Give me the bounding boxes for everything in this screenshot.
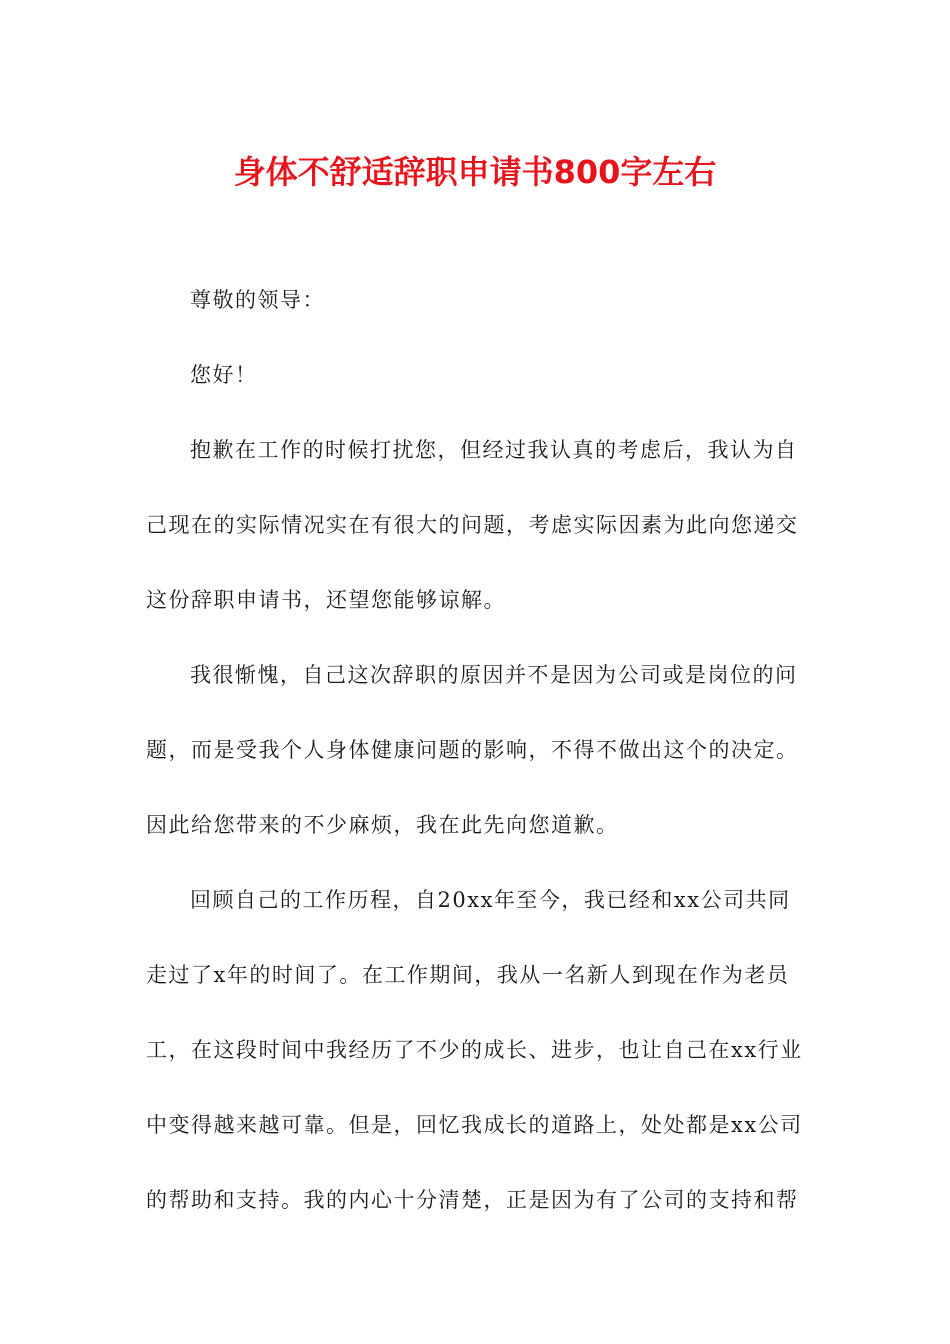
paragraph-line: 工，在这段时间中我经历了不少的成长、进步，也让自己在xx行业 [146,1038,803,1062]
paragraph-line: 走过了x年的时间了。在工作期间，我从一名新人到现在作为老员 [146,963,790,987]
paragraph-line: 题，而是受我个人身体健康问题的影响，不得不做出这个的决定。 [146,738,799,762]
paragraph-line: 回顾自己的工作历程，自20xx年至今，我已经和xx公司共同 [190,888,791,912]
paragraph-line: 己现在的实际情况实在有很大的问题，考虑实际因素为此向您递交 [146,513,799,537]
greeting: 您好！ [190,363,258,387]
salutation: 尊敬的领导： [190,288,325,312]
paragraph-line: 我很惭愧，自己这次辞职的原因并不是因为公司或是岗位的问 [190,663,798,687]
document-body [146,276,806,1251]
paragraph-line: 的帮助和支持。我的内心十分清楚，正是因为有了公司的支持和帮 [146,1188,799,1212]
paragraph-line: 抱歉在工作的时候打扰您，但经过我认真的考虑后，我认为自 [190,438,798,462]
paragraph-line: 中变得越来越可靠。但是，回忆我成长的道路上，处处都是xx公司 [146,1113,803,1137]
paragraph-line: 因此给您带来的不少麻烦，我在此先向您道歉。 [146,813,619,837]
document-title: 身体不舒适辞职申请书800字左右 [233,153,717,191]
paragraph-line: 这份辞职申请书，还望您能够谅解。 [146,588,506,612]
